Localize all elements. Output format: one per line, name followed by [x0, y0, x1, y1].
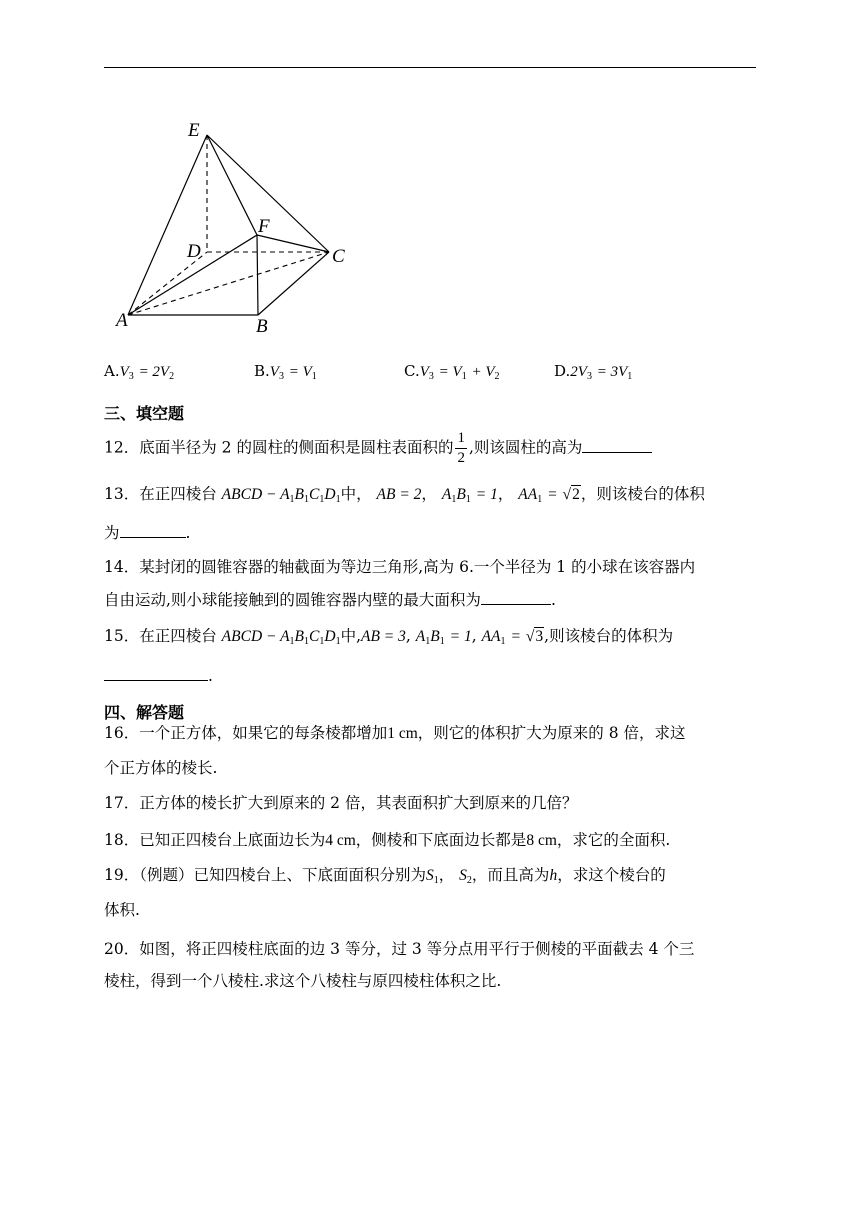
question-19-line2: 体积.: [104, 901, 140, 919]
question-12: 12．底面半径为 2 的圆柱的侧面积是圆柱表面积的 $\frac{1}{2}$ ,则该圆柱的高为: [104, 431, 756, 466]
question-15-line2: .: [104, 662, 756, 690]
label-A: A: [116, 310, 128, 331]
label-B: B: [256, 316, 268, 337]
label-C: C: [332, 246, 345, 267]
question-18: 18．已知正四棱台上底面边长为4 cm，侧棱和下底面边长都是8 cm，求它的全面积.: [104, 831, 671, 849]
answer-blank-13[interactable]: [120, 521, 186, 538]
question-16-line2: 个正方体的棱长.: [104, 759, 218, 777]
edge-EA: [128, 135, 207, 315]
pyramid-diagram: [110, 112, 360, 344]
answer-choices: [104, 362, 764, 386]
question-20: 20．如图，将正四棱柱底面的边 3 等分，过 3 等分点用平行于侧棱的平面截去 4 个三: [104, 940, 695, 958]
question-14-line2: 自由运动,则小球能接触到的圆锥容器内壁的最大面积为 .: [104, 586, 756, 614]
edge-FC: [257, 235, 329, 252]
label-F: F: [258, 216, 270, 237]
question-17: 17．正方体的棱长扩大到原来的 2 倍，其表面积扩大到原来的几倍？: [104, 794, 578, 812]
choice-b[interactable]: $B.V_3 = V_1$: [254, 362, 317, 382]
question-20-line2: 棱柱，得到一个八棱柱.求这个八棱柱与原四棱柱体积之比.: [104, 972, 502, 990]
question-14: 14．某封闭的圆锥容器的轴截面为等边三角形,高为 6.一个半径为 1 的小球在该容器内: [104, 558, 696, 576]
choice-a[interactable]: $A.V_3 = 2V_2$: [104, 362, 175, 382]
choice-d[interactable]: $D.2V_3 = 3V_1$: [554, 362, 633, 382]
question-16: 16．一个正方体，如果它的每条棱都增加1 cm，则它的体积扩大为原来的 8 倍，求这: [104, 724, 686, 742]
edge-BC: [258, 252, 329, 315]
answer-blank-15[interactable]: [104, 664, 208, 681]
edge-AC: [128, 252, 329, 315]
label-D: D: [187, 241, 201, 262]
header-rule: [104, 67, 756, 68]
section-solve-heading: 四、解答题: [104, 703, 185, 722]
question-13: 13．在正四棱台 ABCD − $A_1B_1C_1D_1$中， AB = 2， $A_1B_1 = 1$， $AA_1 = √2$，则该棱台的体积: [104, 485, 705, 505]
pyramid-figure: [110, 112, 360, 344]
fraction-half: $\frac{1}{2}$: [457, 430, 465, 466]
question-19: 19．（例题）已知四棱台上、下底面面积分别为$S_1$， $S_2$，而且高为h，求这个棱台的: [104, 866, 666, 886]
choice-c[interactable]: $C.V_3 = V_1 + V_2$: [404, 362, 500, 382]
question-15: 15．在正四棱台 ABCD − $A_1B_1C_1D_1$中,AB = 3, $A_1B_1 = 1$, $AA_1 = √3$,则该棱台的体积为: [104, 627, 674, 647]
section-fill-in-heading: 三、填空题: [104, 404, 185, 423]
answer-blank-14[interactable]: [481, 588, 551, 605]
answer-blank-12[interactable]: [582, 436, 652, 453]
label-E: E: [188, 120, 200, 141]
question-13-line2: 为 .: [104, 519, 756, 547]
edge-EF: [207, 135, 257, 235]
